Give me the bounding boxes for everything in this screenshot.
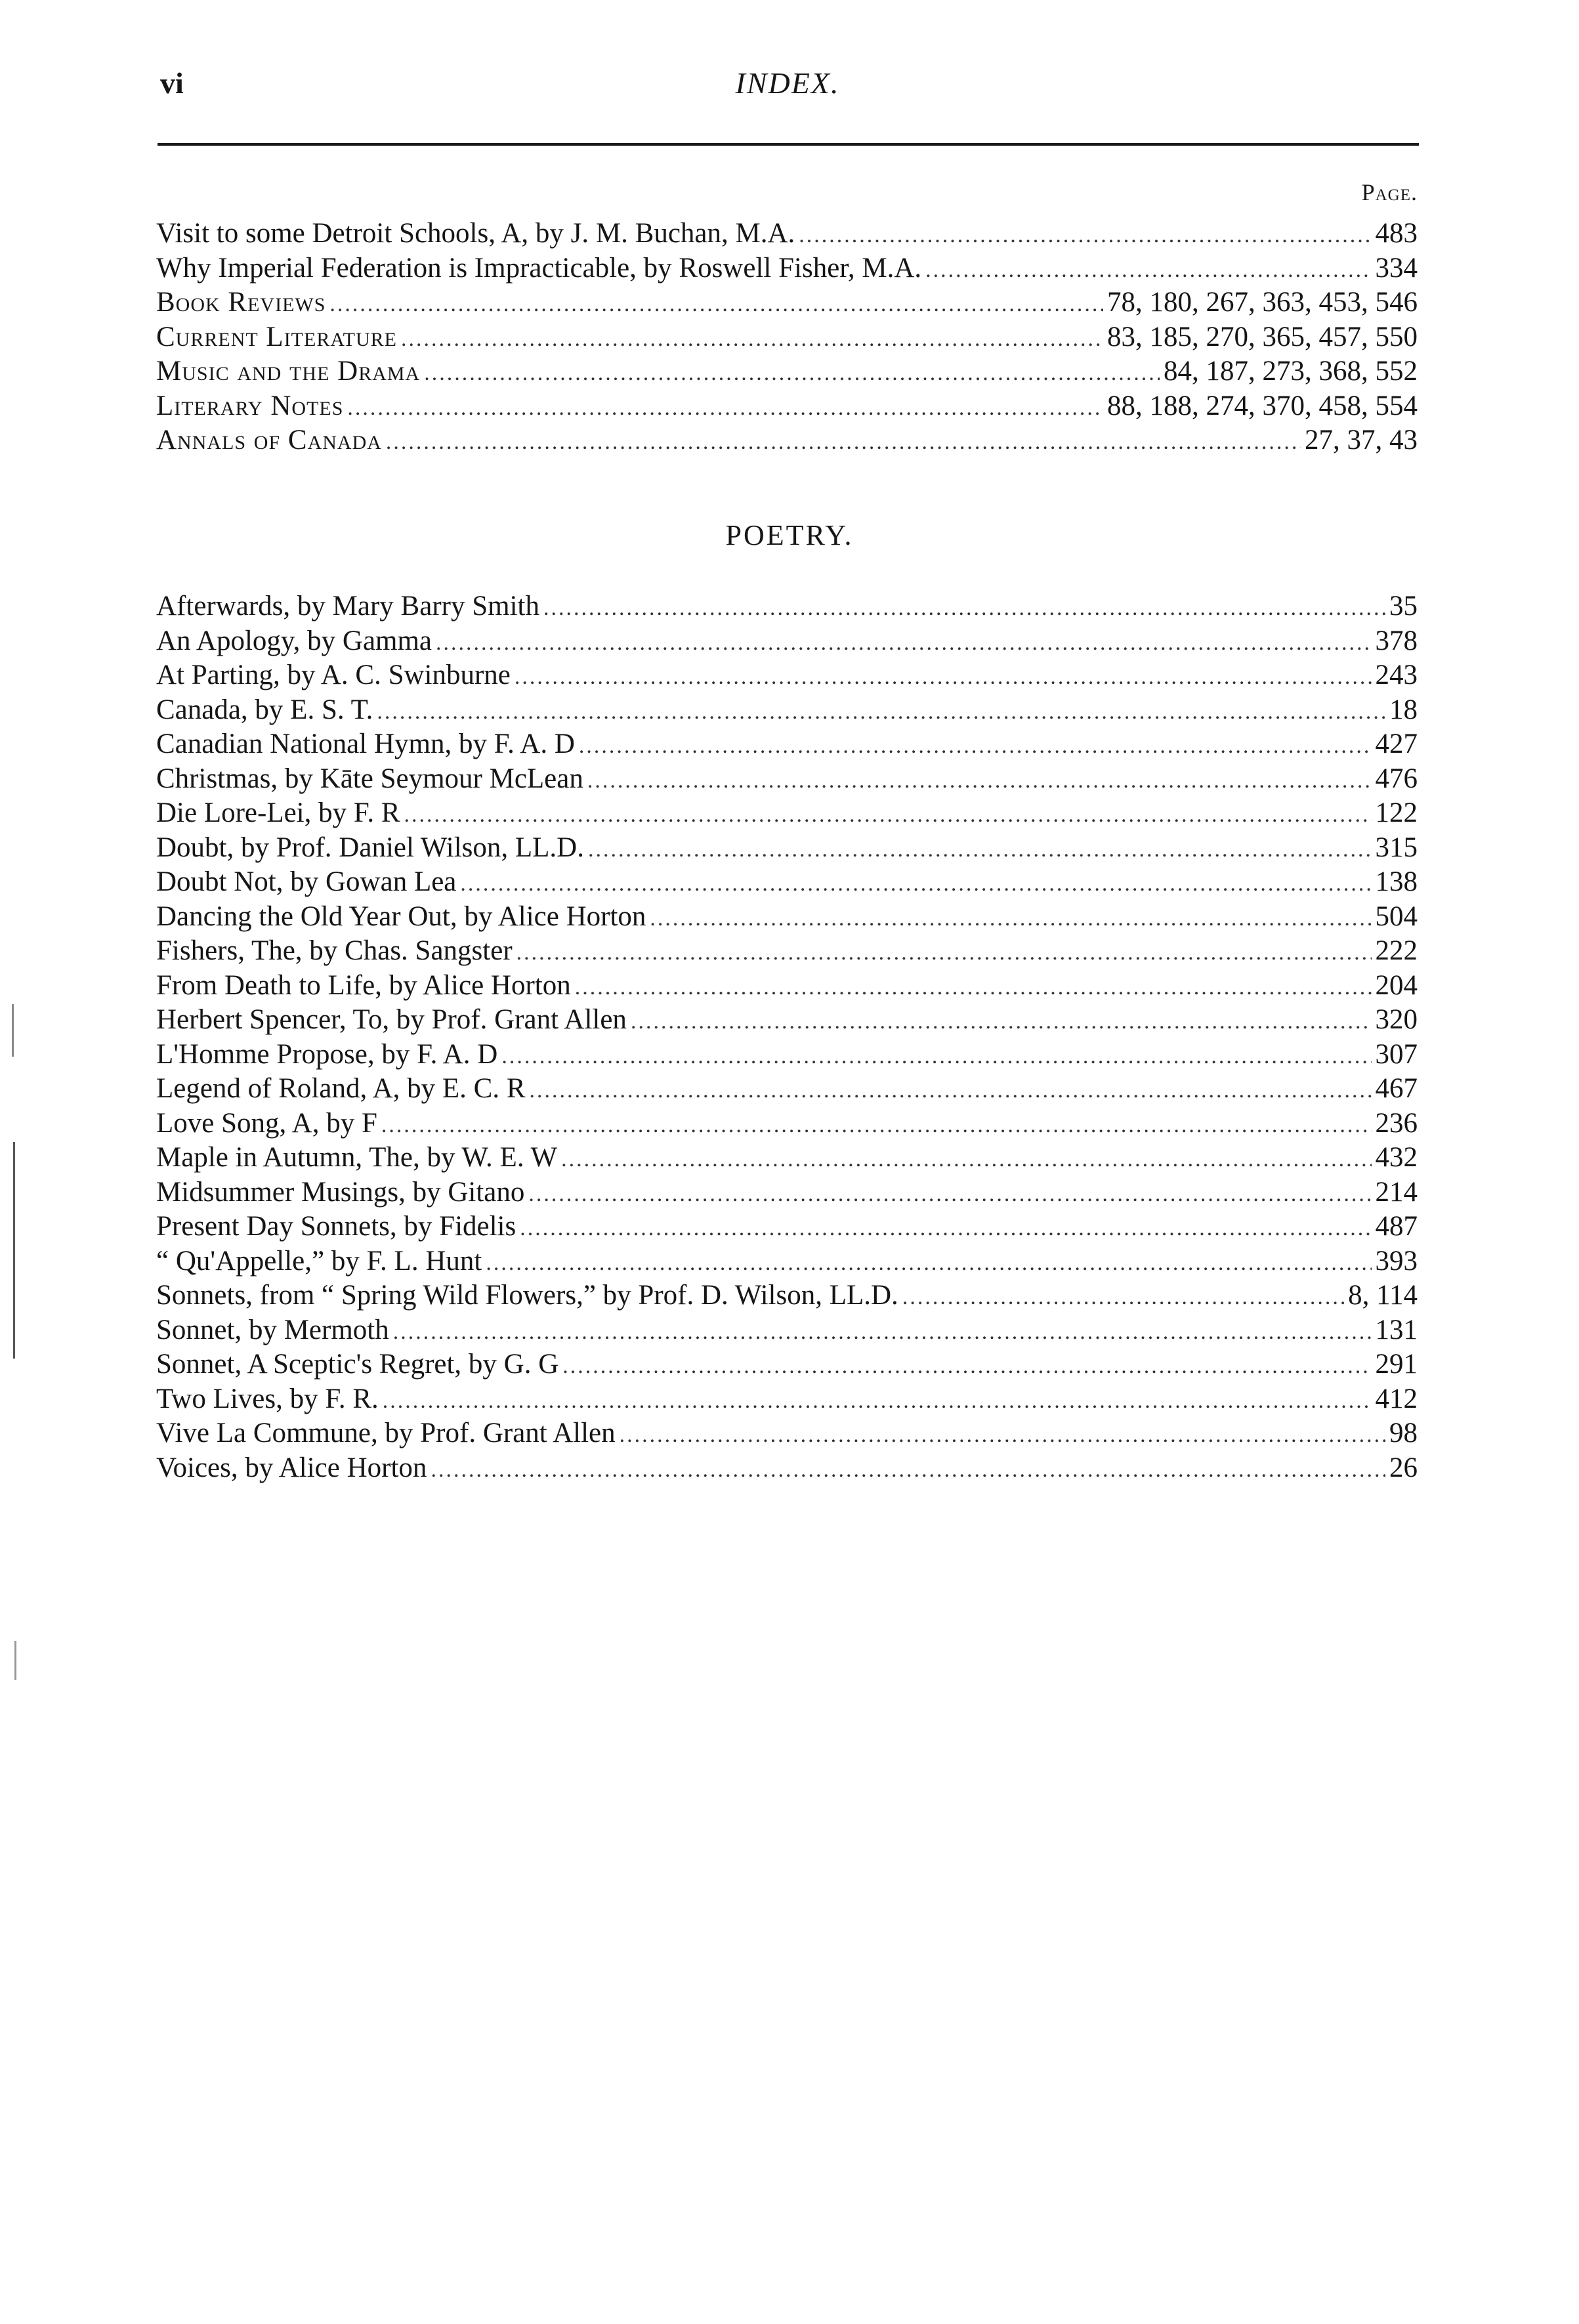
- entry-title: Herbert Spencer, To, by Prof. Grant Allen: [156, 1004, 627, 1035]
- entry-title: Fishers, The, by Chas. Sangster: [156, 935, 513, 966]
- entry-pages: 393: [1375, 1245, 1418, 1277]
- index-entry: [156, 285, 1418, 320]
- index-entry: [156, 624, 1418, 659]
- entry-title: Present Day Sonnets, by Fidelis: [156, 1211, 516, 1242]
- entry-pages: 307: [1375, 1038, 1418, 1070]
- entry-pages: 78, 180, 267, 363, 453, 546: [1107, 287, 1418, 318]
- dot-leader: [561, 1143, 1371, 1177]
- dot-leader: [383, 1384, 1372, 1419]
- dot-leader: [501, 1040, 1371, 1074]
- entry-title: Visit to some Detroit Schools, A, by J. M. Buchan, M.A.: [156, 218, 795, 249]
- index-entry: [156, 1451, 1418, 1486]
- dot-leader: [799, 219, 1371, 253]
- dot-leader: [460, 867, 1371, 902]
- dot-leader: [650, 902, 1371, 937]
- entry-pages: 26: [1389, 1452, 1418, 1483]
- index-entry: [156, 1313, 1418, 1348]
- entry-title: From Death to Life, by Alice Horton: [156, 969, 571, 1001]
- dot-leader: [401, 322, 1103, 357]
- index-entry: [156, 1175, 1418, 1210]
- entry-pages: 18: [1389, 694, 1418, 725]
- index-entry: [156, 217, 1418, 251]
- entry-pages: 432: [1375, 1142, 1418, 1173]
- index-entry: [156, 1072, 1418, 1107]
- entry-title: Literary Notes: [156, 390, 344, 421]
- dot-leader: [530, 1074, 1372, 1109]
- page-column-label: Page.: [1361, 179, 1418, 205]
- index-entry: [156, 1141, 1418, 1175]
- dot-leader: [516, 936, 1372, 971]
- entry-title: Doubt, by Prof. Daniel Wilson, LL.D.: [156, 832, 584, 863]
- entry-title: Vive La Commune, by Prof. Grant Allen: [156, 1418, 616, 1448]
- index-entry: [156, 1107, 1418, 1141]
- index-entry: [156, 1003, 1418, 1038]
- entry-pages: 320: [1375, 1004, 1418, 1035]
- entry-pages: 291: [1375, 1349, 1418, 1380]
- margin-scan-mark: [14, 1641, 16, 1680]
- dot-leader: [579, 729, 1372, 764]
- entry-title: Sonnet, A Sceptic's Regret, by G. G: [156, 1349, 559, 1380]
- entry-title: Midsummer Musings, by Gitano: [156, 1176, 525, 1208]
- index-entry: [156, 320, 1418, 355]
- dot-leader: [925, 253, 1371, 288]
- index-entry: [156, 831, 1418, 866]
- entry-title: Love Song, A, by F: [156, 1107, 377, 1139]
- dot-leader: [520, 1212, 1371, 1246]
- entry-title: L'Homme Propose, by F. A. D: [156, 1038, 498, 1070]
- index-entry: [156, 589, 1418, 624]
- dot-leader: [404, 798, 1372, 833]
- index-entry: [156, 1416, 1418, 1451]
- entry-pages: 8, 114: [1348, 1280, 1418, 1311]
- entry-title: Current Literature: [156, 321, 398, 352]
- entry-pages: 315: [1375, 832, 1418, 863]
- dot-leader: [377, 695, 1385, 730]
- index-entry: [156, 251, 1418, 286]
- dot-leader: [381, 1109, 1372, 1143]
- entry-pages: 84, 187, 273, 368, 552: [1164, 356, 1418, 387]
- entry-title: Maple in Autumn, The, by W. E. W: [156, 1142, 558, 1173]
- entry-title: An Apology, by Gamma: [156, 625, 432, 656]
- index-entry: [156, 796, 1418, 831]
- entry-pages: 378: [1375, 625, 1418, 656]
- entry-title: Afterwards, by Mary Barry Smith: [156, 591, 539, 622]
- entry-pages: 83, 185, 270, 365, 457, 550: [1107, 321, 1418, 352]
- dot-leader: [543, 591, 1385, 626]
- page-folio: vi: [160, 66, 184, 100]
- dot-leader: [528, 1177, 1371, 1212]
- entry-pages: 467: [1375, 1073, 1418, 1104]
- entry-pages: 122: [1375, 797, 1418, 828]
- index-entry: [156, 900, 1418, 935]
- dot-leader: [436, 626, 1371, 661]
- dot-leader: [486, 1246, 1371, 1281]
- entry-pages: 476: [1375, 763, 1418, 794]
- entry-pages: 98: [1389, 1418, 1418, 1448]
- entry-pages: 483: [1375, 218, 1418, 249]
- dot-leader: [562, 1349, 1371, 1384]
- dot-leader: [424, 356, 1160, 391]
- index-entry: [156, 693, 1418, 728]
- section-heading-poetry: POETRY.: [725, 519, 854, 551]
- dot-leader: [588, 833, 1372, 868]
- entry-title: Why Imperial Federation is Impracticable, by Roswell Fisher, M.A.: [156, 252, 922, 284]
- index-entry: [156, 1038, 1418, 1072]
- running-head: [158, 66, 1418, 112]
- dot-leader: [431, 1453, 1385, 1488]
- entry-pages: 412: [1375, 1383, 1418, 1414]
- dot-leader: [631, 1005, 1372, 1040]
- entry-pages: 334: [1375, 252, 1418, 284]
- entry-pages: 35: [1389, 591, 1418, 622]
- dot-leader: [393, 1315, 1372, 1350]
- entry-pages: 131: [1375, 1314, 1418, 1345]
- entry-title: Book Reviews: [156, 287, 326, 318]
- entry-pages: 27, 37, 43: [1305, 425, 1418, 455]
- entry-pages: 236: [1375, 1107, 1418, 1139]
- dot-leader: [347, 391, 1103, 426]
- index-entry: [156, 865, 1418, 900]
- entry-pages: 138: [1375, 866, 1418, 897]
- dot-leader: [587, 764, 1372, 799]
- entry-title: Annals of Canada: [156, 425, 382, 455]
- index-entry: [156, 1244, 1418, 1279]
- entry-title: Music and the Drama: [156, 356, 421, 387]
- index-entry: [156, 762, 1418, 797]
- dot-leader: [515, 660, 1372, 695]
- dot-leader: [386, 425, 1301, 460]
- entry-title: Canada, by E. S. T.: [156, 694, 373, 725]
- entry-pages: 88, 188, 274, 370, 458, 554: [1107, 390, 1418, 421]
- entry-title: Sonnet, by Mermoth: [156, 1314, 389, 1345]
- index-entry: [156, 969, 1418, 1004]
- dot-leader: [575, 971, 1372, 1005]
- index-entry: [156, 389, 1418, 424]
- entry-title: Doubt Not, by Gowan Lea: [156, 866, 457, 897]
- entry-pages: 204: [1375, 969, 1418, 1001]
- header-rule: [158, 143, 1419, 146]
- dot-leader: [329, 287, 1103, 322]
- margin-scan-mark: [12, 1004, 14, 1057]
- index-entry: [156, 354, 1418, 389]
- index-entry: [156, 934, 1418, 969]
- entry-pages: 427: [1375, 729, 1418, 759]
- entry-title: Christmas, by Kāte Seymour McLean: [156, 763, 583, 794]
- index-entry: [156, 658, 1418, 693]
- dot-leader: [620, 1418, 1385, 1453]
- entry-title: Legend of Roland, A, by E. C. R: [156, 1073, 526, 1104]
- entry-title: Voices, by Alice Horton: [156, 1452, 427, 1483]
- margin-scan-mark: [13, 1142, 15, 1359]
- entry-title: Sonnets, from “ Spring Wild Flowers,” by Prof. D. Wilson, LL.D.: [156, 1280, 898, 1311]
- entry-title: Two Lives, by F. R.: [156, 1383, 379, 1414]
- index-entry: [156, 727, 1418, 762]
- index-entry: [156, 423, 1418, 458]
- entry-title: At Parting, by A. C. Swinburne: [156, 660, 511, 690]
- poetry-index-list: [156, 589, 1418, 1485]
- index-entry: [156, 1347, 1418, 1382]
- prose-index-list: [156, 217, 1418, 458]
- entry-title: Die Lore-Lei, by F. R: [156, 797, 400, 828]
- entry-title: Dancing the Old Year Out, by Alice Horton: [156, 900, 646, 932]
- dot-leader: [902, 1280, 1344, 1315]
- entry-pages: 487: [1375, 1211, 1418, 1242]
- index-entry: [156, 1382, 1418, 1417]
- index-entry: [156, 1278, 1418, 1313]
- entry-title: “ Qu'Appelle,” by F. L. Hunt: [156, 1245, 482, 1277]
- page-title: INDEX.: [735, 66, 840, 100]
- entry-pages: 243: [1375, 660, 1418, 690]
- entry-pages: 214: [1375, 1176, 1418, 1208]
- entry-pages: 504: [1375, 900, 1418, 932]
- entry-title: Canadian National Hymn, by F. A. D: [156, 729, 575, 759]
- entry-pages: 222: [1375, 935, 1418, 966]
- index-entry: [156, 1210, 1418, 1244]
